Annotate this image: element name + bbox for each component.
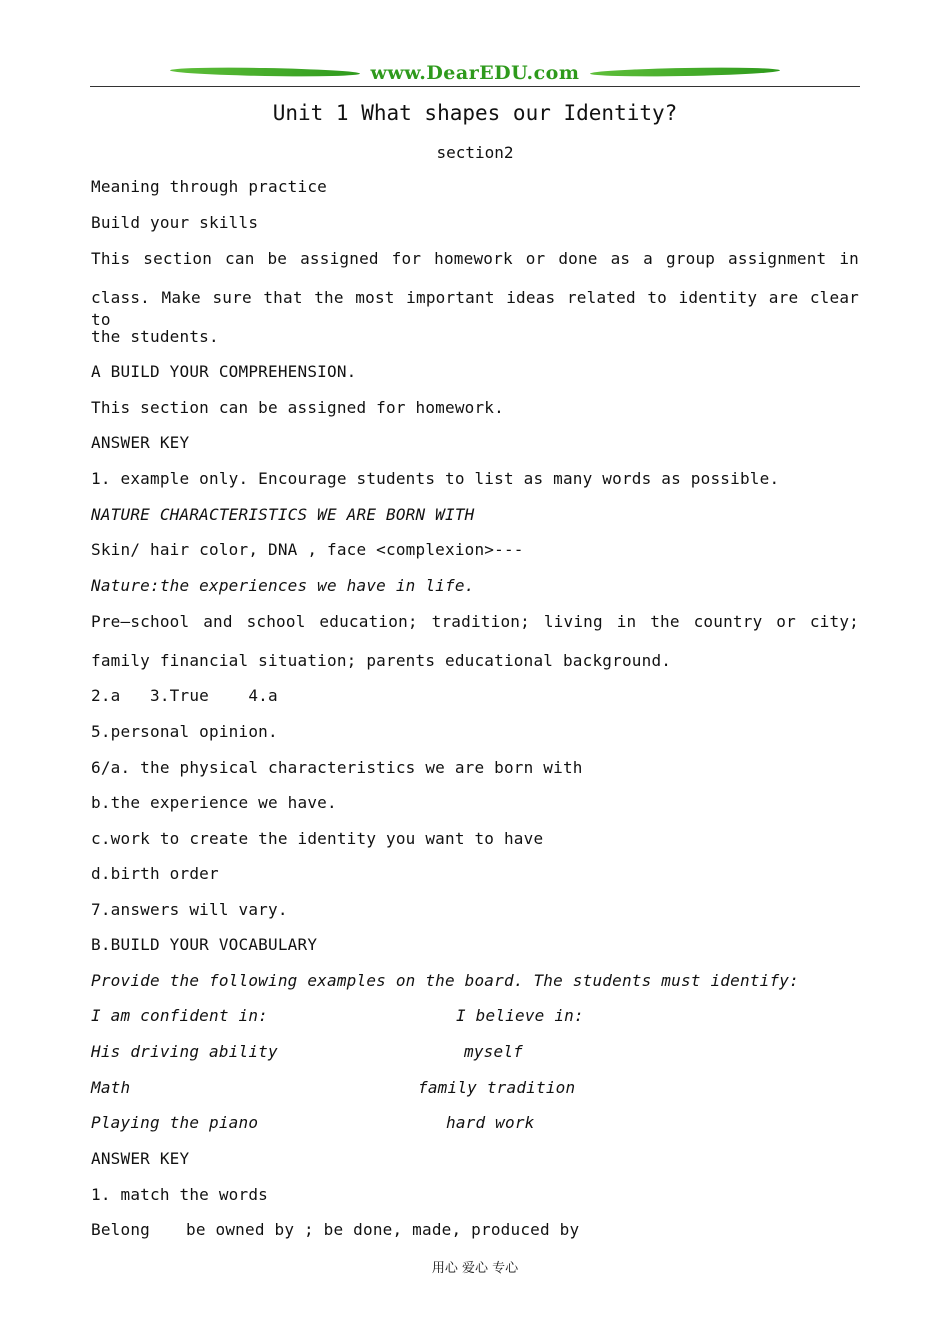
instruction-line: Provide the following examples on the board. The students must identify: xyxy=(91,971,799,990)
answer-line: family financial situation; parents educational background. xyxy=(91,651,672,670)
answer-line: 2.a 3.True 4.a xyxy=(91,686,278,705)
belong-definition: be owned by ; be done, made, produced by xyxy=(186,1220,580,1239)
site-logo: www.DearEDU.com xyxy=(370,62,580,84)
vocab-cell-right: myself xyxy=(464,1042,523,1061)
paragraph-line: This section can be assigned for homework. xyxy=(91,398,504,417)
heading-build-skills: Build your skills xyxy=(91,213,259,232)
vocab-header-right: I believe in: xyxy=(456,1006,584,1025)
answer-key-heading-2: ANSWER KEY xyxy=(91,1149,190,1168)
site-header xyxy=(90,62,860,90)
page-title: Unit 1 What shapes our Identity? xyxy=(272,101,678,125)
answer-line: 5.personal opinion. xyxy=(91,722,278,741)
answer-line: b.the experience we have. xyxy=(91,793,337,812)
paragraph-line: class. Make sure that the most important ideas related to identity are clear to xyxy=(91,288,859,329)
answer-line: 6/a. the physical characteristics we are born with xyxy=(91,758,583,777)
vocab-cell-left: His driving ability xyxy=(91,1042,278,1061)
green-swoosh-left-icon xyxy=(170,66,360,77)
match-heading: 1. match the words xyxy=(91,1185,268,1204)
vocab-cell-right: family tradition xyxy=(418,1078,576,1097)
answer-line: c.work to create the identity you want to have xyxy=(91,829,544,848)
page-footer: 用心 爱心 专心 xyxy=(431,1261,519,1276)
answer-line: Pre—school and school education; tradition; living in the country or city; xyxy=(91,612,859,631)
answer-line: d.birth order xyxy=(91,864,219,883)
answer-line: NATURE CHARACTERISTICS WE ARE BORN WITH xyxy=(91,505,475,524)
header-rule xyxy=(90,86,860,87)
belong-word: Belong xyxy=(91,1220,150,1239)
vocab-cell-left: Math xyxy=(91,1078,131,1097)
answer-key-heading: ANSWER KEY xyxy=(91,433,190,452)
paragraph-line: the students. xyxy=(91,327,219,346)
answer-line: 7.answers will vary. xyxy=(91,900,288,919)
vocab-cell-left: Playing the piano xyxy=(91,1113,259,1132)
heading-comprehension: A BUILD YOUR COMPREHENSION. xyxy=(91,362,357,381)
heading-vocabulary: B.BUILD YOUR VOCABULARY xyxy=(91,935,318,954)
green-swoosh-right-icon xyxy=(590,66,780,77)
heading-meaning: Meaning through practice xyxy=(91,177,327,196)
vocab-header-left: I am confident in: xyxy=(91,1006,268,1025)
answer-line: 1. example only. Encourage students to list as many words as possible. xyxy=(91,469,780,488)
paragraph-line: This section can be assigned for homework or done as a group assignment in xyxy=(91,249,859,268)
answer-line: Skin/ hair color, DNA , face <complexion>--- xyxy=(91,540,524,559)
vocab-cell-right: hard work xyxy=(446,1113,535,1132)
answer-line: Nature:the experiences we have in life. xyxy=(91,576,475,595)
section-subtitle: section2 xyxy=(436,143,514,162)
